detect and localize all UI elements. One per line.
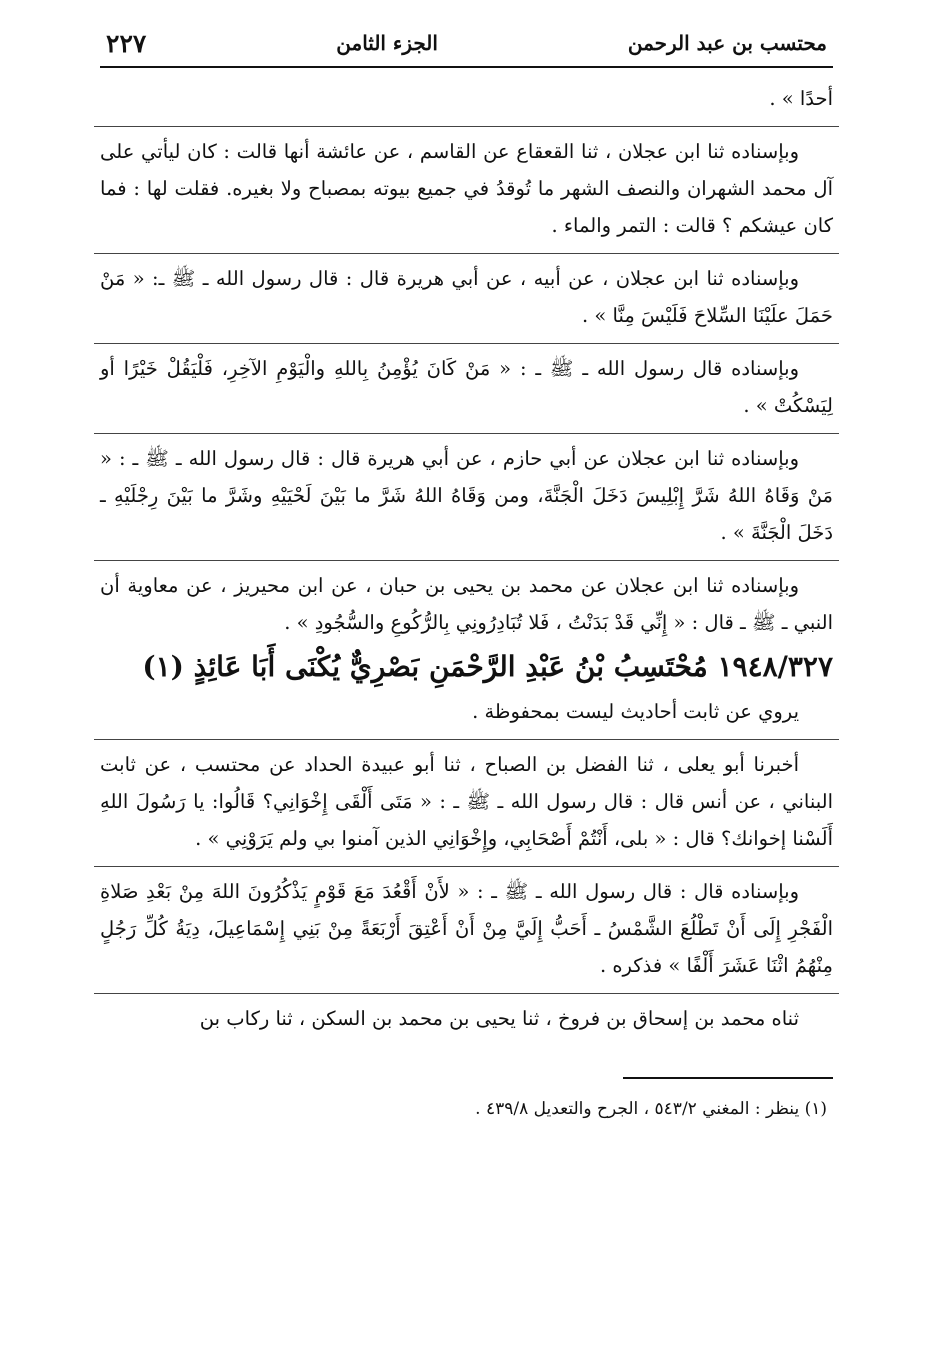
paragraph-3: وبإسناده ثنا ابن عجلان ، عن أبيه ، عن أبي هريرة قال : قال رسول الله ـ ﷺ ـ: « مَنْ حَمَلَ علَيْنَا السِّلاحَ فَلَيْسَ مِنَّا » . [100, 267, 833, 327]
page-number: ٢٢٧ [106, 28, 147, 58]
paragraph-4: وبإسناده قال رسول الله ـ ﷺ ـ : « مَنْ كَانَ يُؤْمِنُ بِاللهِ والْيَوْمِ الآخِرِ، فَلْيَقُلْ خَيْرًا أو لِيَسْكُتْ » . [100, 357, 833, 417]
running-title: محتسب بن عبد الرحمن [627, 31, 827, 55]
paragraph-6: وبإسناده ثنا ابن عجلان عن محمد بن يحيى بن حبان ، عن ابن محيريز ، عن معاوية أن النبي ـ ﷺ ـ قال : « إِنِّي قَدْ بَدَنْتُ ، فَلا تُبَادِرُونِي بِالرُّكُوعِ والسُّجُودِ » . [100, 574, 833, 634]
paragraph-5: وبإسناده ثنا ابن عجلان عن أبي حازم ، عن أبي هريرة قال : قال رسول الله ـ ﷺ ـ : « مَنْ وَقَاهُ اللهُ شَرَّ إِبْلِيسَ دَخَلَ الْجَنَّةَ، ومن وَقَاهُ اللهُ شَرَّ ما بَيْنَ لَحْيَيْهِ وشَرَّ ما بَيْنَ رِجْلَيْهِ ـ دَخَلَ الْجَنَّةَ » . [100, 447, 833, 544]
page-body [100, 68, 833, 1037]
separator [94, 866, 839, 867]
separator [94, 993, 839, 994]
paragraph-9: وبإسناده قال : قال رسول الله ـ ﷺ ـ : « لأَنْ أَقْعُدَ مَعَ قَوْمٍ يَذْكُرُونَ اللهَ مِنْ بَعْدِ صَلاةِ الْفَجْرِ إِلَى أَنْ تَطْلُعَ الشَّمْسُ ـ أَحَبُّ إِلَيَّ مِنْ أَنْ أَعْتِقَ أَرْبَعَةً مِنْ بَنِي إِسْمَاعِيلَ، دِيَةُ كُلِّ رَجُلٍ مِنْهُمُ اثْنَا عَشَرَ أَلْفًا » فذكره . [100, 880, 833, 977]
paragraph-10: ثناه محمد بن إسحاق بن فروخ ، ثنا يحيى بن محمد بن السكن ، ثنا ركاب بن [199, 1007, 799, 1030]
footnote: (١) ينظر : المغني ٥٤٣/٢ ، الجرح والتعديل ٤٣٩/٨ . [475, 1099, 827, 1119]
page-header [100, 26, 833, 60]
entry-title: ١٩٤٨/٣٢٧ مُحْتَسِبُ بْنُ عَبْدِ الرَّحْمَنِ بَصْرِيٌّ يُكْنَى أَبَا عَائِذٍ (١) [142, 650, 833, 683]
paragraph-1: أحدًا » . [769, 87, 833, 110]
paragraph-2: وبإسناده ثنا ابن عجلان ، ثنا القعقاع عن القاسم ، عن عائشة أنها قالت : كان ليأتي على آل محمد الشهران والنصف الشهر ما تُوقدُ في جميع بيوته بمصباح ولا بغيره. فقلت لها : فما كان عيشكم ؟ قالت : التمر والماء . [100, 140, 833, 237]
separator [94, 560, 839, 561]
separator [94, 126, 839, 127]
footnote-rule [623, 1077, 833, 1079]
separator [94, 343, 839, 344]
separator [94, 433, 839, 434]
paragraph-7: يروي عن ثابت أحاديث ليست بمحفوظة . [472, 700, 799, 723]
paragraph-8: أخبرنا أبو يعلى ، ثنا الفضل بن الصباح ، ثنا أبو عبيدة الحداد عن محتسب ، عن ثابت البناني ، عن أنس قال : قال رسول الله ـ ﷺ ـ : « مَتَى أَلْقَى إِخْوَانِي؟ قَالُوا: يا رَسُولَ اللهِ أَلَسْنا إخوانك؟ قال : « بلى، أَنْتُمْ أَصْحَابِي، وإِخْوَانِي الذين آمنوا بي ولم يَرَوْنِي » . [100, 753, 833, 850]
separator [94, 739, 839, 740]
volume-label: الجزء الثامن [336, 31, 438, 55]
separator [94, 253, 839, 254]
